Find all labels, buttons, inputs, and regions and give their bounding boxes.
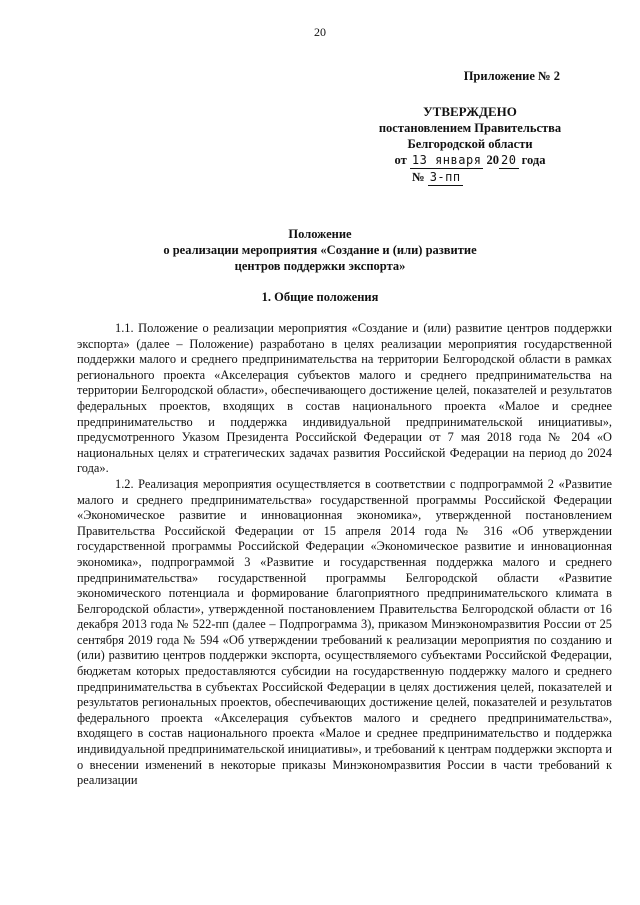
approved-label: УТВЕРЖДЕНО <box>423 104 517 119</box>
number-prefix: № <box>412 170 425 184</box>
handwritten-year: 20 <box>501 153 517 167</box>
document-title <box>0 226 640 274</box>
year-field: 20 20 <box>486 153 517 167</box>
document-body <box>77 321 612 789</box>
approved-region-line: Белгородской области <box>407 137 533 151</box>
title-line-3: центров поддержки экспорта» <box>234 259 406 273</box>
page-number: 20 <box>314 25 326 39</box>
paragraph-1-2: 1.2. Реализация мероприятия осуществляется в соответствии с подпрограммой 2 «Развитие малого и среднего предпринимательства» государственной программы Российской Федерации «Экономическое развитие и инновационная экономика», утвержденной постановлением Правительства Российской Федерации от 15 апреля 2014 года № 316 «Об утверждении государственной программы Российской Федерации «Экономическое развитие и инновационная экономика», подпрограммой 3 «Развитие и государственная поддержка малого и среднего предпринимательства» государственной программы Белгородской области «Развитие экономического потенциала и формирование благоприятного предпринимательского климата в Белгородской области», утвержденной постановлением Правительства Белгородской области от 16 декабря 2013 года № 522-пп (далее – Подпрограмма 3), приказом Минэкономразвития России от 25 сентября 2019 года № 594 «Об утверждении требований к реализации мероприятия по созданию и (или) развитию центров поддержки экспорта, осуществляемого субъектами Российской Федерации, бюджетам которых предоставляются субсидии на государственную поддержку малого и среднего предпринимательства в субъектах Российской Федерации в целях достижения целей, показателей и результатов региональных проектов, обеспечивающих достижение целей, показателей и результатов федерального проекта «Акселерация субъектов малого и среднего предпринимательства», входящего в состав национального проекта «Малое и среднее предпринимательство и поддержка индивидуальной предпринимательской инициативы», и требований к центрам поддержки экспорта и о внесении изменений в некоторые приказы Минэкономразвития России в части требований к реализации <box>77 476 612 788</box>
approval-stamp-block <box>370 68 570 186</box>
handwritten-date: 13 января <box>411 153 482 167</box>
handwritten-number: 3-пп <box>429 170 461 184</box>
title-line-1: Положение <box>288 227 352 241</box>
year-suffix: года <box>521 153 546 167</box>
approval-number-line <box>370 169 570 186</box>
section-heading: 1. Общие положения <box>261 290 379 304</box>
date-prefix: от <box>394 153 407 167</box>
approval-date-line <box>370 152 570 169</box>
paragraph-1-1: 1.1. Положение о реализации мероприятия «Создание и (или) развитие центров поддержки экспорта» (далее – Положение) разработано в целях реализации мероприятия государственной поддержки малого и среднего предпринимательства на территории Белгородской области в рамках регионального проекта «Акселерация субъектов малого и среднего предпринимательства на территории Белгородской области», обеспечивающего достижение целей, показателей и результатов федеральных проектов, входящих в состав национального проекта «Малое и среднее предпринимательство и поддержка индивидуальной предпринимательской инициативы», предусмотренного Указом Президента Российской Федерации от 7 мая 2018 года № 204 «О национальных целях и стратегических задачах развития Российской Федерации на период до 2024 года». <box>77 321 612 476</box>
title-line-2: о реализации мероприятия «Создание и (или) развитие <box>163 243 477 257</box>
approved-by-line: постановлением Правительства <box>378 121 562 135</box>
appendix-label: Приложение № 2 <box>463 69 560 83</box>
